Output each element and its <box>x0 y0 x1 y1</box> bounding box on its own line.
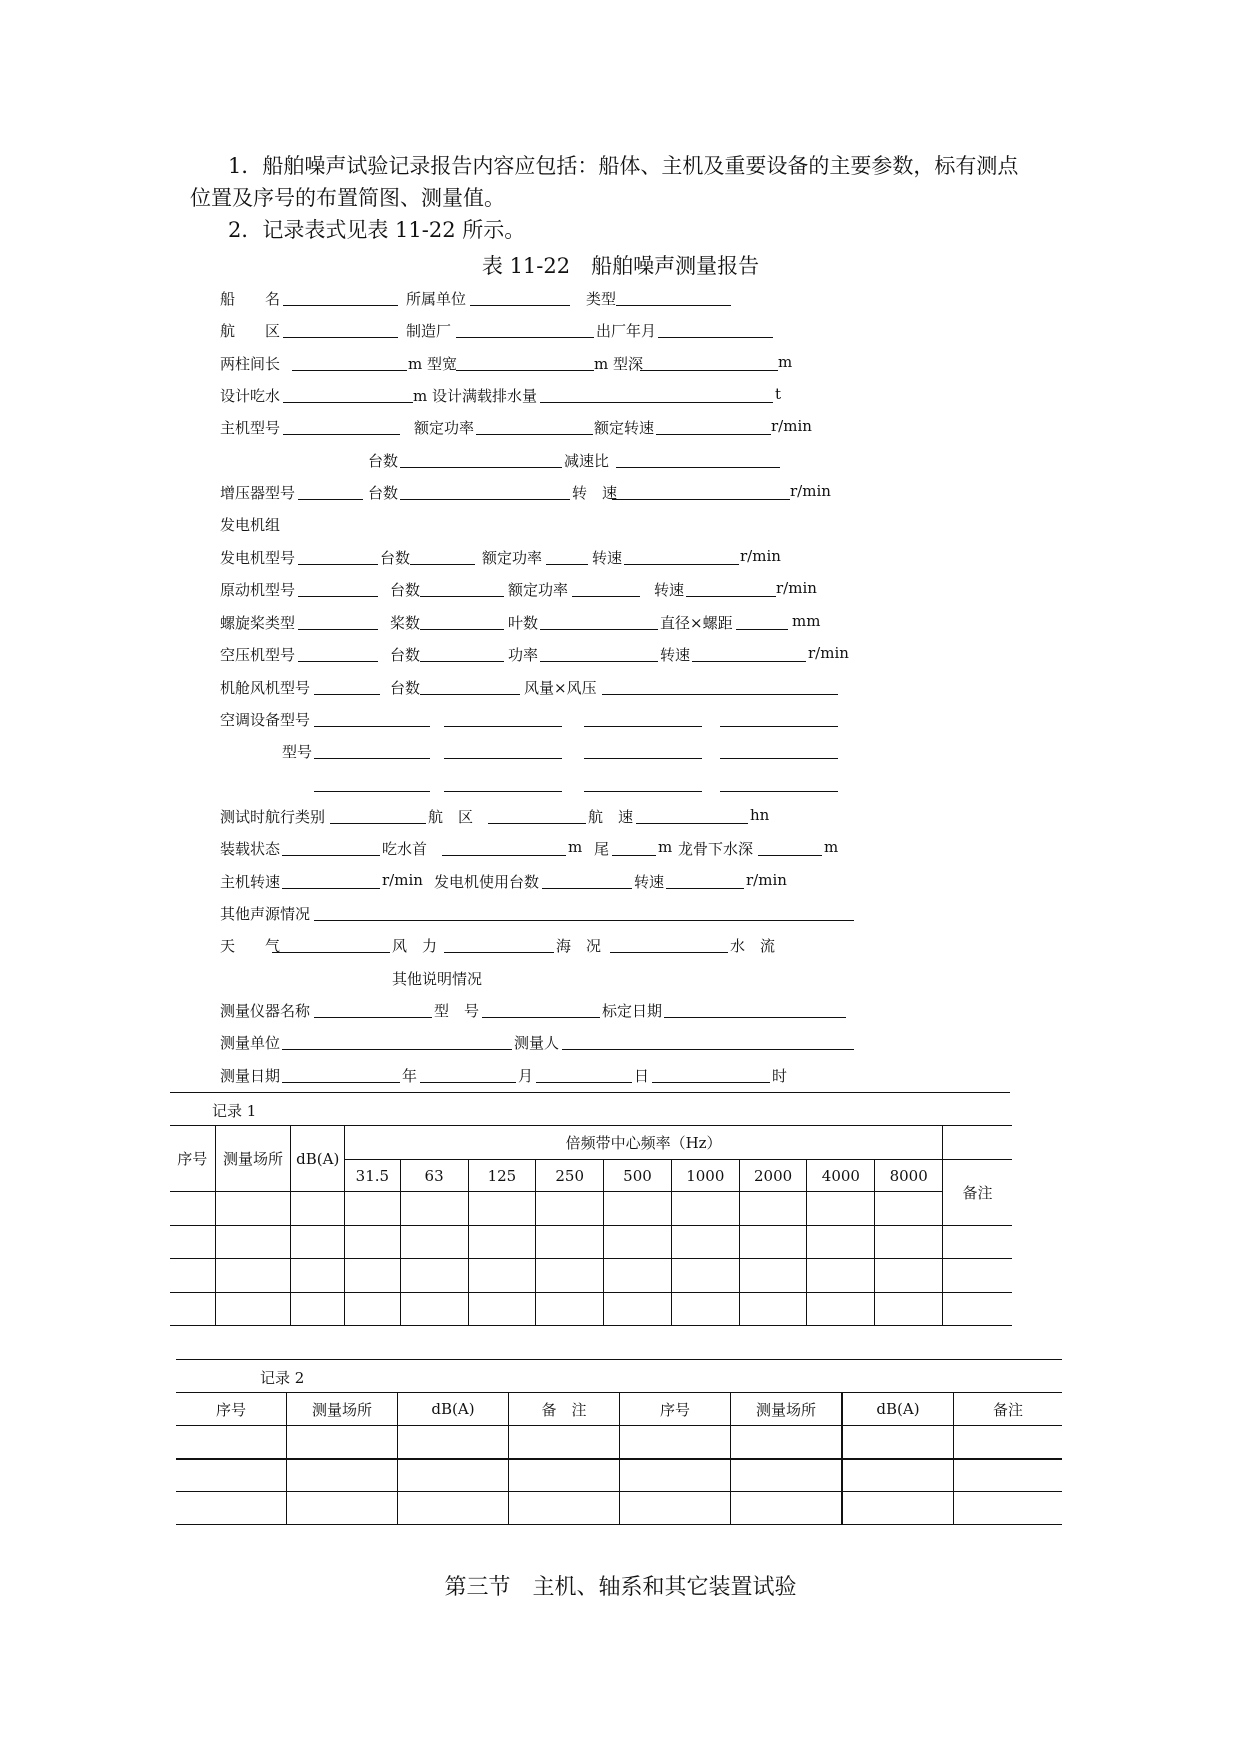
col-remark: 备注 <box>943 1160 1012 1226</box>
r2-header: 测量场所 <box>731 1393 843 1426</box>
table-row <box>170 1192 1012 1226</box>
r2-header: 备注 <box>954 1393 1063 1426</box>
col-dba: dB(A) <box>291 1126 345 1192</box>
table-row <box>170 1293 1012 1326</box>
table-row <box>170 1259 1012 1293</box>
col-no: 序号 <box>170 1126 215 1192</box>
intro-item2: 2．记录表式见表 11-22 所示。 <box>228 218 526 242</box>
freq-cell: 1000 <box>671 1160 739 1192</box>
record2-table <box>176 1392 1062 1525</box>
freq-cell: 63 <box>400 1160 468 1192</box>
freq-cell: 500 <box>604 1160 672 1192</box>
intro-item1-line1: 1．船舶噪声试验记录报告内容应包括：船体、主机及重要设备的主要参数，标有测点 <box>228 154 1019 178</box>
record1-caption: 记录 1 <box>212 1102 257 1120</box>
table-row <box>176 1492 1062 1525</box>
section-title: 第三节 主机、轴系和其它装置试验 <box>444 1575 797 1600</box>
r2-header: 备 注 <box>509 1393 620 1426</box>
r2-header: 测量场所 <box>287 1393 398 1426</box>
table-row <box>176 1426 1062 1459</box>
table-row <box>176 1459 1062 1492</box>
freq-cell: 4000 <box>807 1160 875 1192</box>
freq-cell: 250 <box>536 1160 604 1192</box>
freq-cell: 8000 <box>875 1160 943 1192</box>
freq-cell: 125 <box>468 1160 536 1192</box>
table-title: 表 11-22 船舶噪声测量报告 <box>481 254 760 278</box>
record1-top-rule <box>170 1092 1010 1093</box>
r2-header: 序号 <box>620 1393 731 1426</box>
col-band: 倍频带中心频率（Hz） <box>345 1126 943 1160</box>
table-row <box>170 1226 1012 1259</box>
col-place: 测量场所 <box>215 1126 291 1192</box>
r2-header: dB(A) <box>842 1393 954 1426</box>
intro-item1-line2: 位置及序号的布置简图、测量值。 <box>190 186 505 210</box>
record2-caption: 记录 2 <box>260 1369 305 1387</box>
r2-header: dB(A) <box>398 1393 509 1426</box>
record2-top-rule <box>176 1359 1062 1360</box>
freq-cell: 2000 <box>739 1160 807 1192</box>
freq-cell: 31.5 <box>345 1160 401 1192</box>
r2-header: 序号 <box>176 1393 287 1426</box>
record1-table <box>170 1125 1012 1326</box>
